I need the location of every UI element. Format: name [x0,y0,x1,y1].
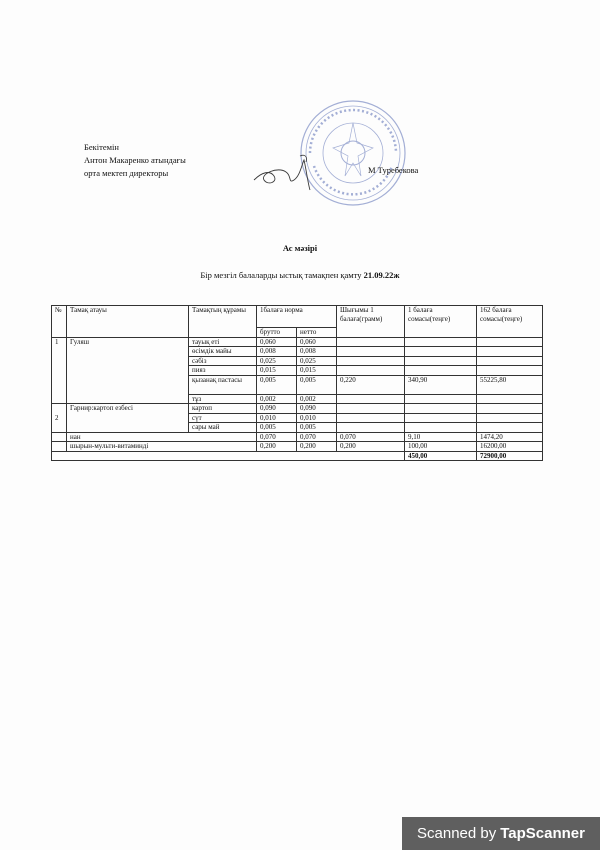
table-row [52,404,543,414]
drink-netto: 0,200 [297,442,337,452]
scanner-brand: TapScanner [500,825,585,842]
approval-line-2: Антон Макаренко атындағы [84,155,186,165]
ingredient-netto: 0,005 [297,423,337,433]
ingredient-name: қызанақ пастасы [189,375,257,394]
header-composition: Тамақтың құрамы [189,306,257,338]
menu-table [51,305,543,461]
bread-netto: 0,070 [297,432,337,442]
ingredient-brutto: 0,060 [257,337,297,347]
ingredient-brutto: 0,005 [257,423,297,433]
drink-cost162: 16200,00 [477,442,543,452]
header-cost162: 162 балаға сомасы(теңге) [477,306,543,338]
ingredient-brutto: 0,015 [257,366,297,376]
ingredient-name: картоп [189,404,257,414]
approval-block [84,141,186,180]
page-subtitle [0,270,600,280]
subtitle-text: Бір мезгіл балаларды ыстық тамақпен қамту [200,270,364,280]
dish2-name: Гарнир:картоп езбесі [67,404,189,433]
dish2-no: 2 [52,404,67,433]
ingredient-brutto: 0,025 [257,356,297,366]
header-brutto: брутто [257,328,297,338]
scanner-watermark [402,817,600,850]
approval-line-3: орта мектеп директоры [84,168,169,178]
drink-output: 0,200 [337,442,405,452]
table-row [52,337,543,347]
ingredient-name: пияз [189,366,257,376]
dish1-cost1: 340,90 [405,375,477,394]
page-title: Ас мәзірі [282,243,318,253]
ingredient-brutto: 0,010 [257,413,297,423]
subtitle-date: 21.09.22ж [363,270,400,280]
ingredient-netto: 0,025 [297,356,337,366]
ingredient-netto: 0,002 [297,394,337,404]
ingredient-netto: 0,090 [297,404,337,414]
ingredient-netto: 0,060 [297,337,337,347]
ingredient-brutto: 0,005 [257,375,297,394]
total-cost1: 450,00 [405,451,477,461]
ingredient-name: сүт [189,413,257,423]
bread-name: нан [67,432,257,442]
total-cost162: 72900,00 [477,451,543,461]
ingredient-netto: 0,008 [297,347,337,357]
table-total-row [52,451,543,461]
table-row [52,432,543,442]
bread-cost1: 9,10 [405,432,477,442]
drink-cost1: 100,00 [405,442,477,452]
ingredient-name: сәбіз [189,356,257,366]
header-output: Шығымы 1 балаға(грамм) [337,306,405,338]
drink-brutto: 0,200 [257,442,297,452]
header-norm: 1балаға норма [257,306,337,328]
header-name: Тамақ атауы [67,306,189,338]
ingredient-name: сары май [189,423,257,433]
bread-output: 0,070 [337,432,405,442]
header-no: № [52,306,67,338]
table-row [52,442,543,452]
bread-brutto: 0,070 [257,432,297,442]
ingredient-netto: 0,015 [297,366,337,376]
bread-cost162: 1474,20 [477,432,543,442]
header-cost1: 1 балаға сомасы(теңге) [405,306,477,338]
ingredient-brutto: 0,008 [257,347,297,357]
ingredient-netto: 0,010 [297,413,337,423]
drink-name: шырын-мульти-витаминді [67,442,257,452]
ingredient-brutto: 0,002 [257,394,297,404]
header-netto: нетто [297,328,337,338]
dish1-no: 1 [52,337,67,404]
dish1-output: 0,220 [337,375,405,394]
approval-line-1: Бекітемін [84,142,119,152]
table-header-row [52,306,543,328]
director-name: М Туребекова [368,165,419,175]
scanner-prefix: Scanned by [417,825,497,842]
ingredient-name: тұз [189,394,257,404]
director-signature-icon [248,150,338,195]
dish1-cost162: 55225,80 [477,375,543,394]
dish1-name: Гуляш [67,337,189,404]
ingredient-netto: 0,005 [297,375,337,394]
ingredient-name: өсімдік майы [189,347,257,357]
ingredient-brutto: 0,090 [257,404,297,414]
ingredient-name: тауық еті [189,337,257,347]
